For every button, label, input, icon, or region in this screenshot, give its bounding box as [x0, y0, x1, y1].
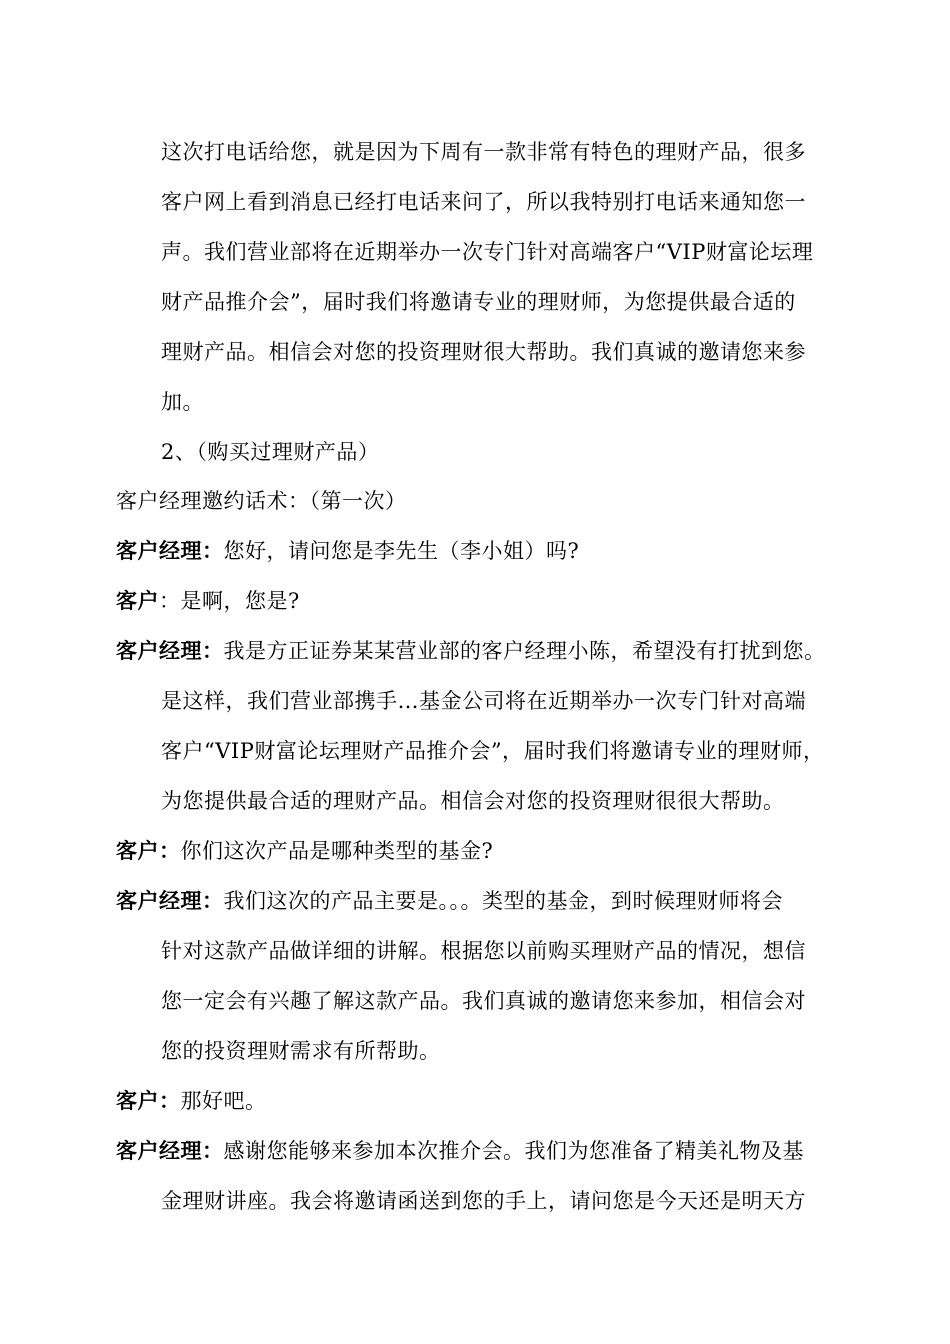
dialogue-text: 你们这次产品是哪种类型的基金?	[180, 839, 494, 863]
intro-line-1: 这次打电话给您，就是因为下周有一款非常有特色的理财产品，很多	[161, 140, 806, 164]
dialogue-continuation: 是这样，我们营业部携手…基金公司将在近期举办一次专门针对高端	[161, 689, 806, 713]
dialogue-text: 那好吧。	[180, 1089, 267, 1113]
dialogue-continuation: 金理财讲座。我会将邀请函送到您的手上，请问您是今天还是明天方	[161, 1189, 806, 1213]
intro-line-3: 声。我们营业部将在近期举办一次专门针对高端客户“VIP财富论坛理	[161, 240, 814, 264]
intro-line-6: 加。	[161, 390, 204, 414]
dialogue-turn	[116, 1086, 267, 1116]
dialogue-text: 我们这次的产品主要是。。。类型的基金，到时候理财师将会	[223, 889, 783, 913]
script-heading: 客户经理邀约话术：（第一次）	[116, 489, 407, 513]
dialogue-turn	[116, 1136, 804, 1166]
dialogue-turn	[116, 586, 300, 616]
speaker-label: 客户经理：	[116, 889, 224, 913]
dialogue-continuation: 您一定会有兴趣了解这款产品。我们真诚的邀请您来参加，相信会对	[161, 989, 806, 1013]
speaker-label: 客户	[116, 589, 159, 613]
dialogue-turn	[116, 836, 493, 866]
dialogue-text: 您好，请问您是李先生（李小姐）吗?	[223, 539, 580, 563]
speaker-label: 客户：	[116, 839, 181, 863]
speaker-label: 客户经理：	[116, 539, 224, 563]
dialogue-text: 我是方正证券某某营业部的客户经理小陈，希望没有打扰到您。	[223, 639, 826, 663]
intro-line-4: 财产品推介会”，届时我们将邀请专业的理财师，为您提供最合适的	[161, 290, 796, 314]
speaker-label: 客户经理：	[116, 1139, 224, 1163]
speaker-label: 客户：	[116, 1089, 181, 1113]
intro-line-5: 理财产品。相信会对您的投资理财很大帮助。我们真诚的邀请您来参	[161, 340, 806, 364]
dialogue-text: 感谢您能够来参加本次推介会。我们为您准备了精美礼物及基	[223, 1139, 804, 1163]
dialogue-text: ：是啊，您是?	[159, 589, 300, 613]
section-heading: 2、（购买过理财产品）	[161, 440, 380, 464]
dialogue-continuation: 客户“VIP财富论坛理财产品推介会”，届时我们将邀请专业的理财师，	[161, 739, 825, 763]
dialogue-turn	[116, 536, 579, 566]
speaker-label: 客户经理：	[116, 639, 224, 663]
dialogue-continuation: 您的投资理财需求有所帮助。	[161, 1039, 441, 1063]
intro-line-2: 客户网上看到消息已经打电话来问了，所以我特别打电话来通知您一	[161, 190, 806, 214]
dialogue-turn	[116, 636, 826, 666]
dialogue-continuation: 为您提供最合适的理财产品。相信会对您的投资理财很很大帮助。	[161, 789, 785, 813]
dialogue-turn	[116, 886, 783, 916]
dialogue-continuation: 针对这款产品做详细的讲解。根据您以前购买理财产品的情况，想信	[161, 939, 806, 963]
